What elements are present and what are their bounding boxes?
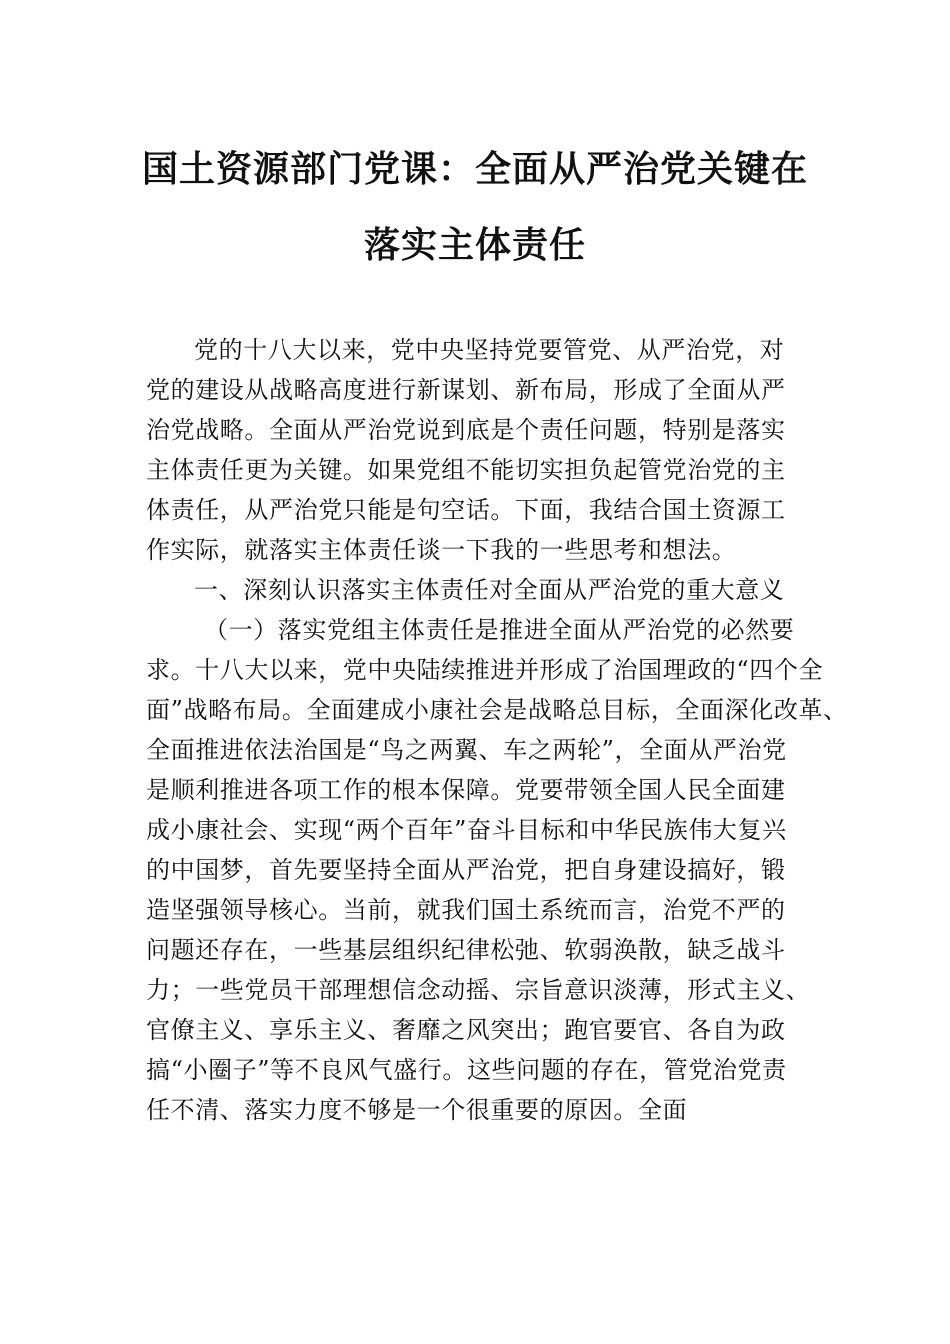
subsection-heading: （一）落实党组主体责任是推进全面从严治党的必然要	[204, 616, 795, 644]
title-line-1: 国土资源部门党课：全面从严治党关键在	[141, 149, 808, 190]
section-heading: 一、深刻认识落实主体责任对全面从严治党的重大意义	[194, 576, 785, 604]
body-line: 问题还存在，一些基层组织纪律松弛、软弱涣散，缺乏战斗	[146, 936, 786, 964]
body-line: 主体责任更为关键。如果党组不能切实担负起管党治党的主	[146, 456, 786, 484]
body-line: 面”战略布局。全面建成小康社会是战略总目标，全面深化改革、	[146, 696, 848, 724]
document-title	[0, 150, 950, 266]
body-line: 作实际，就落实主体责任谈一下我的一些思考和想法。	[146, 536, 737, 564]
body-line: 党的十八大以来，党中央坚持党要管党、从严治党，对	[194, 336, 785, 364]
body-line: 党的建设从战略高度进行新谋划、新布局，形成了全面从严	[146, 376, 786, 404]
body-line: 力；一些党员干部理想信念动摇、宗旨意识淡薄，形式主义、	[146, 976, 811, 1004]
document-body	[146, 330, 848, 1130]
body-line: 搞“小圈子”等不良风气盛行。这些问题的存在，管党治党责	[146, 1056, 787, 1084]
body-line: 的中国梦，首先要坚持全面从严治党，把自身建设搞好，锻	[146, 856, 786, 884]
body-line: 造坚强领导核心。当前，就我们国土系统而言，治党不严的	[146, 896, 786, 924]
body-line: 全面推进依法治国是“鸟之两翼、车之两轮”，全面从严治党	[146, 736, 787, 764]
title-line-2: 落实主体责任	[363, 225, 586, 266]
body-line: 成小康社会、实现“两个百年”奋斗目标和中华民族伟大复兴	[146, 816, 787, 844]
body-line: 治党战略。全面从严治党说到底是个责任问题，特别是落实	[146, 416, 786, 444]
body-line: 是顺利推进各项工作的根本保障。党要带领全国人民全面建	[146, 776, 786, 804]
body-line: 官僚主义、享乐主义、奢靡之风突出；跑官要官、各自为政	[146, 1016, 786, 1044]
body-line: 任不清、落实力度不够是一个很重要的原因。全面	[146, 1096, 688, 1124]
body-line: 体责任，从严治党只能是句空话。下面，我结合国土资源工	[146, 496, 786, 524]
body-line: 求。十八大以来，党中央陆续推进并形成了治国理政的“四个全	[146, 656, 824, 684]
